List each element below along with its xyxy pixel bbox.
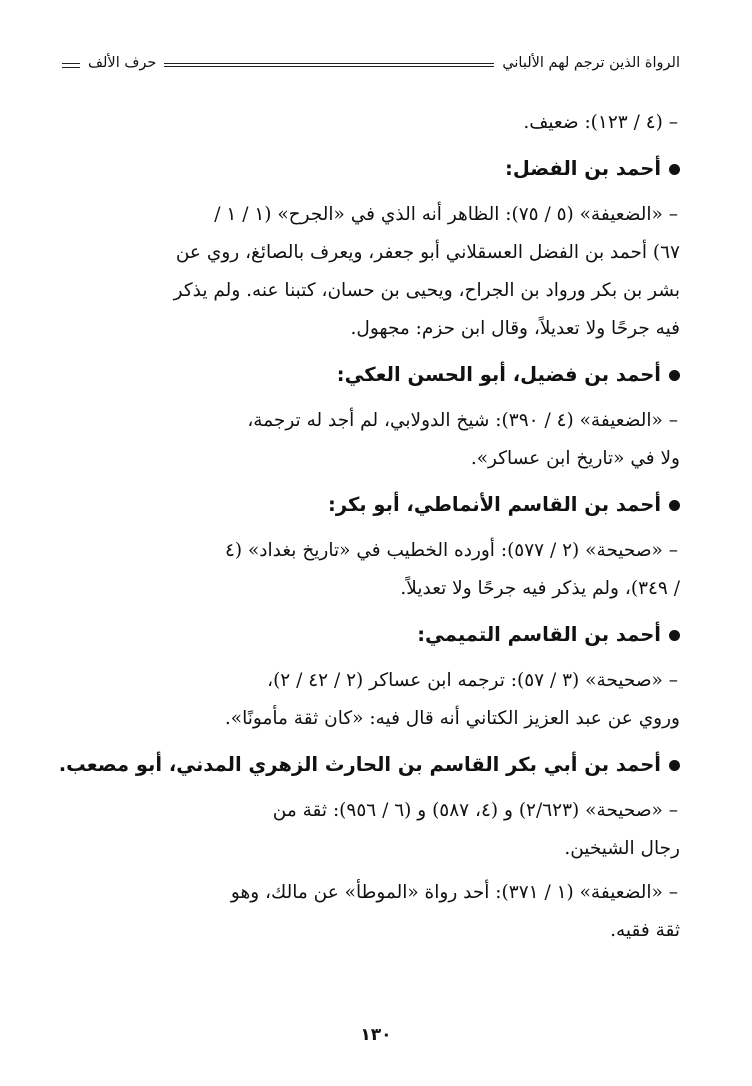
text-line: – «الضعيفة» (١ / ٣٧١): أحد رواة «الموطأ» عن مالك، وهو [230,882,678,903]
text-line: وروي عن عبد العزيز الكتاني أنه قال فيه: «كان ثقة مأمونًا». [224,708,680,729]
text-line: ثقة فقيه. [610,920,680,941]
text-line: – «الضعيفة» (٥ / ٧٥): الظاهر أنه الذي في «الجرح» (١ / ١ / [214,204,678,225]
bullet-icon [669,370,680,381]
running-header [62,50,680,76]
text-line: ٦٧) أحمد بن الفضل العسقلاني أبو جعفر، ويعرف بالصائغ، روي عن [175,242,680,263]
header-rule-tail [62,63,80,64]
page-number: ١٣٠ [360,1025,392,1045]
page-body [58,104,680,950]
bullet-icon [669,164,680,175]
text-line: – «صحيحة» (٣ / ٥٧): ترجمه ابن عساكر (٢ / ٤٢ / ٢)، [267,670,678,691]
text-line: بشر بن بكر ورواد بن الجراح، ويحيى بن حسان، كتبنا عنه. ولم يذكر [173,280,680,301]
header-rule [164,63,494,64]
text-line: – «صحيحة» (٢ / ٥٧٧): أورده الخطيب في «تاريخ بغداد» (٤ [224,540,678,561]
entry-heading [62,486,680,524]
entry-heading [58,746,680,784]
narrator-name: أحمد بن فضيل، أبو الحسن العكي: [336,363,661,386]
book-title: الرواة الذين ترجم لهم الألباني [502,55,680,71]
narrator-name: أحمد بن الفضل: [505,157,661,180]
text-line: – «الضعيفة» (٤ / ٣٩٠): شيخ الدولابي، لم أجد له ترجمة، [247,410,678,431]
narrator-name: أحمد بن أبي بكر القاسم بن الحارث الزهري المدني، أبو مصعب. [58,753,661,776]
narrator-name: أحمد بن القاسم الأنماطي، أبو بكر: [328,493,661,516]
text-line: فيه جرحًا ولا تعديلاً، وقال ابن حزم: مجهول. [350,318,680,339]
text-line: رجال الشيخين. [564,838,680,859]
entry-heading [62,356,680,394]
text-line: – «صحيحة» (٢/٦٢٣) و (٤، ٥٨٧) و (٦ / ٩٥٦): ثقة من [272,800,678,821]
bullet-icon [669,500,680,511]
chapter-title: حرف الألف [88,55,157,71]
entry-heading [62,150,680,188]
bullet-icon [669,760,680,771]
narrator-name: أحمد بن القاسم التميمي: [417,623,661,646]
text-line: ولا في «تاريخ ابن عساكر». [470,448,680,469]
text-line: / ٣٤٩)، ولم يذكر فيه جرحًا ولا تعديلاً. [400,578,680,599]
text-line: – (٤ / ١٢٣): ضعيف. [523,112,678,133]
entry-heading [62,616,680,654]
bullet-icon [669,630,680,641]
